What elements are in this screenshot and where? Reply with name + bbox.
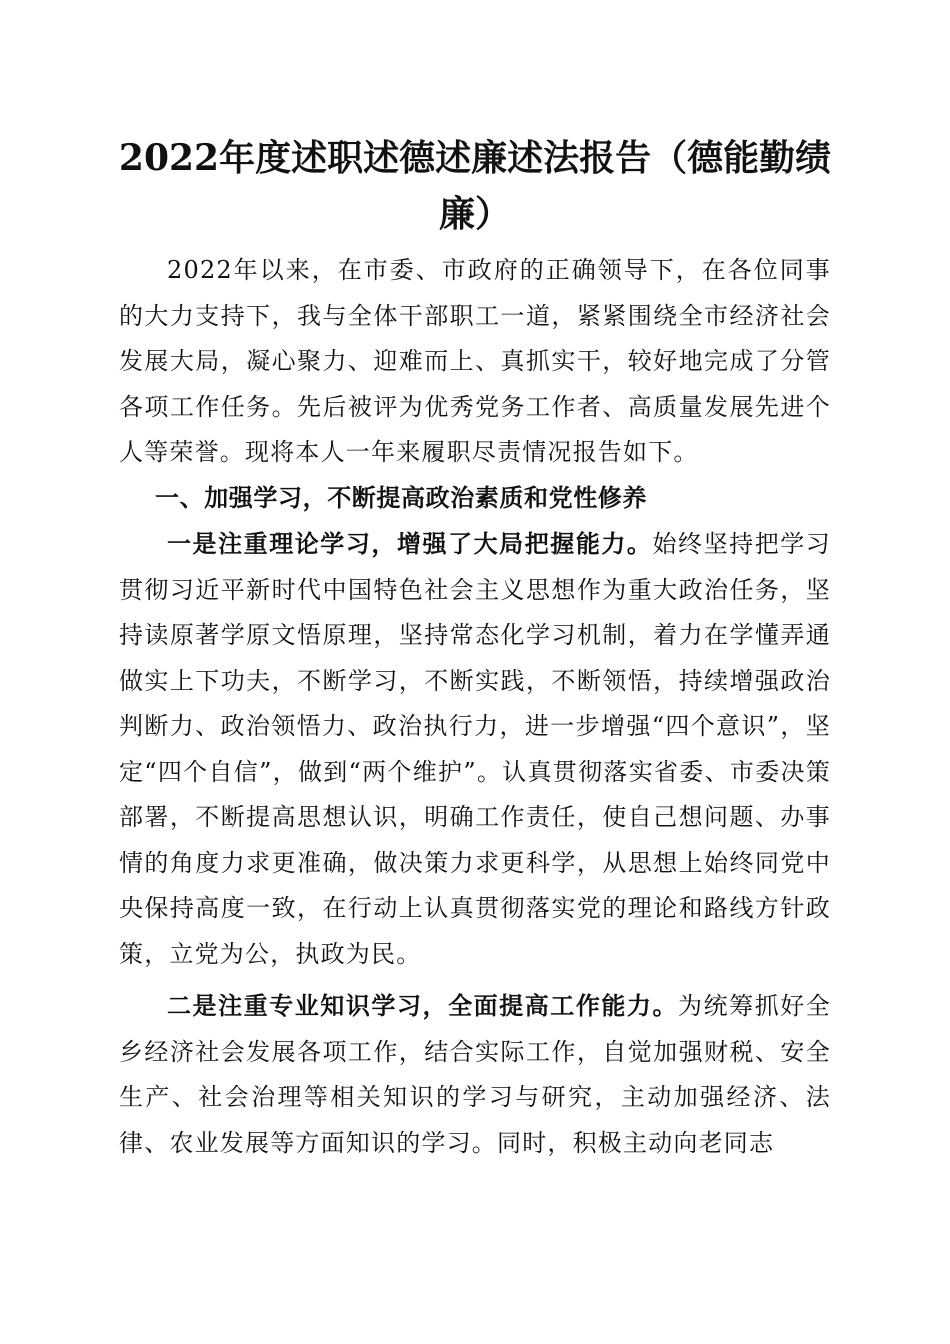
paragraph-point-1 <box>119 521 831 977</box>
paragraph-point-2 <box>119 983 831 1166</box>
intro-paragraph: 2022年以来，在市委、市政府的正确领导下，在各位同事的大力支持下，我与全体干部职工一道，紧紧围绕全市经济社会发展大局，凝心聚力、迎难而上、真抓实干，较好地完成了分管各项工作任务。先后被评为优秀党务工作者、高质量发展先进个人等荣誉。现将本人一年来履职尽责情况报告如下。 <box>119 256 831 466</box>
point-1-text: 始终坚持把学习贯彻习近平新时代中国特色社会主义思想作为重大政治任务，坚持读原著学原文悟原理，坚持常态化学习机制，着力在学懂弄通做实上下功夫，不断学习，不断实践，不断领悟，持续增强政治判断力、政治领悟力、政治执行力，进一步增强“四个意识”，坚定“四个自信”，做到“两个维护”。认真贯彻落实省委、市委决策部署，不断提高思想认识，明确工作责任，使自己想问题、办事情的角度力求更准确，做决策力求更科学，从思想上始终同党中央保持高度一致，在行动上认真贯彻落实党的理论和路线方针政策，立党为公，执政为民。 <box>119 530 831 968</box>
point-1-lead: 一是注重理论学习，增强了大局把握能力。 <box>167 529 653 558</box>
point-2-text: 为统筹抓好全乡经济社会发展各项工作，结合实际工作，自觉加强财税、安全生产、社会治理等相关知识的学习与研究，主动加强经济、法律、农业发展等方面知识的学习。同时，积极主动向老同志 <box>119 992 832 1157</box>
document-body <box>119 248 831 1166</box>
point-2-lead: 二是注重专业知识学习，全面提高工作能力。 <box>167 991 679 1020</box>
section-heading-1: 一、加强学习，不断提高政治素质和党性修养 <box>155 483 647 512</box>
document-title: 2022年度述职述德述廉述法报告（德能勤绩廉） <box>118 137 832 235</box>
